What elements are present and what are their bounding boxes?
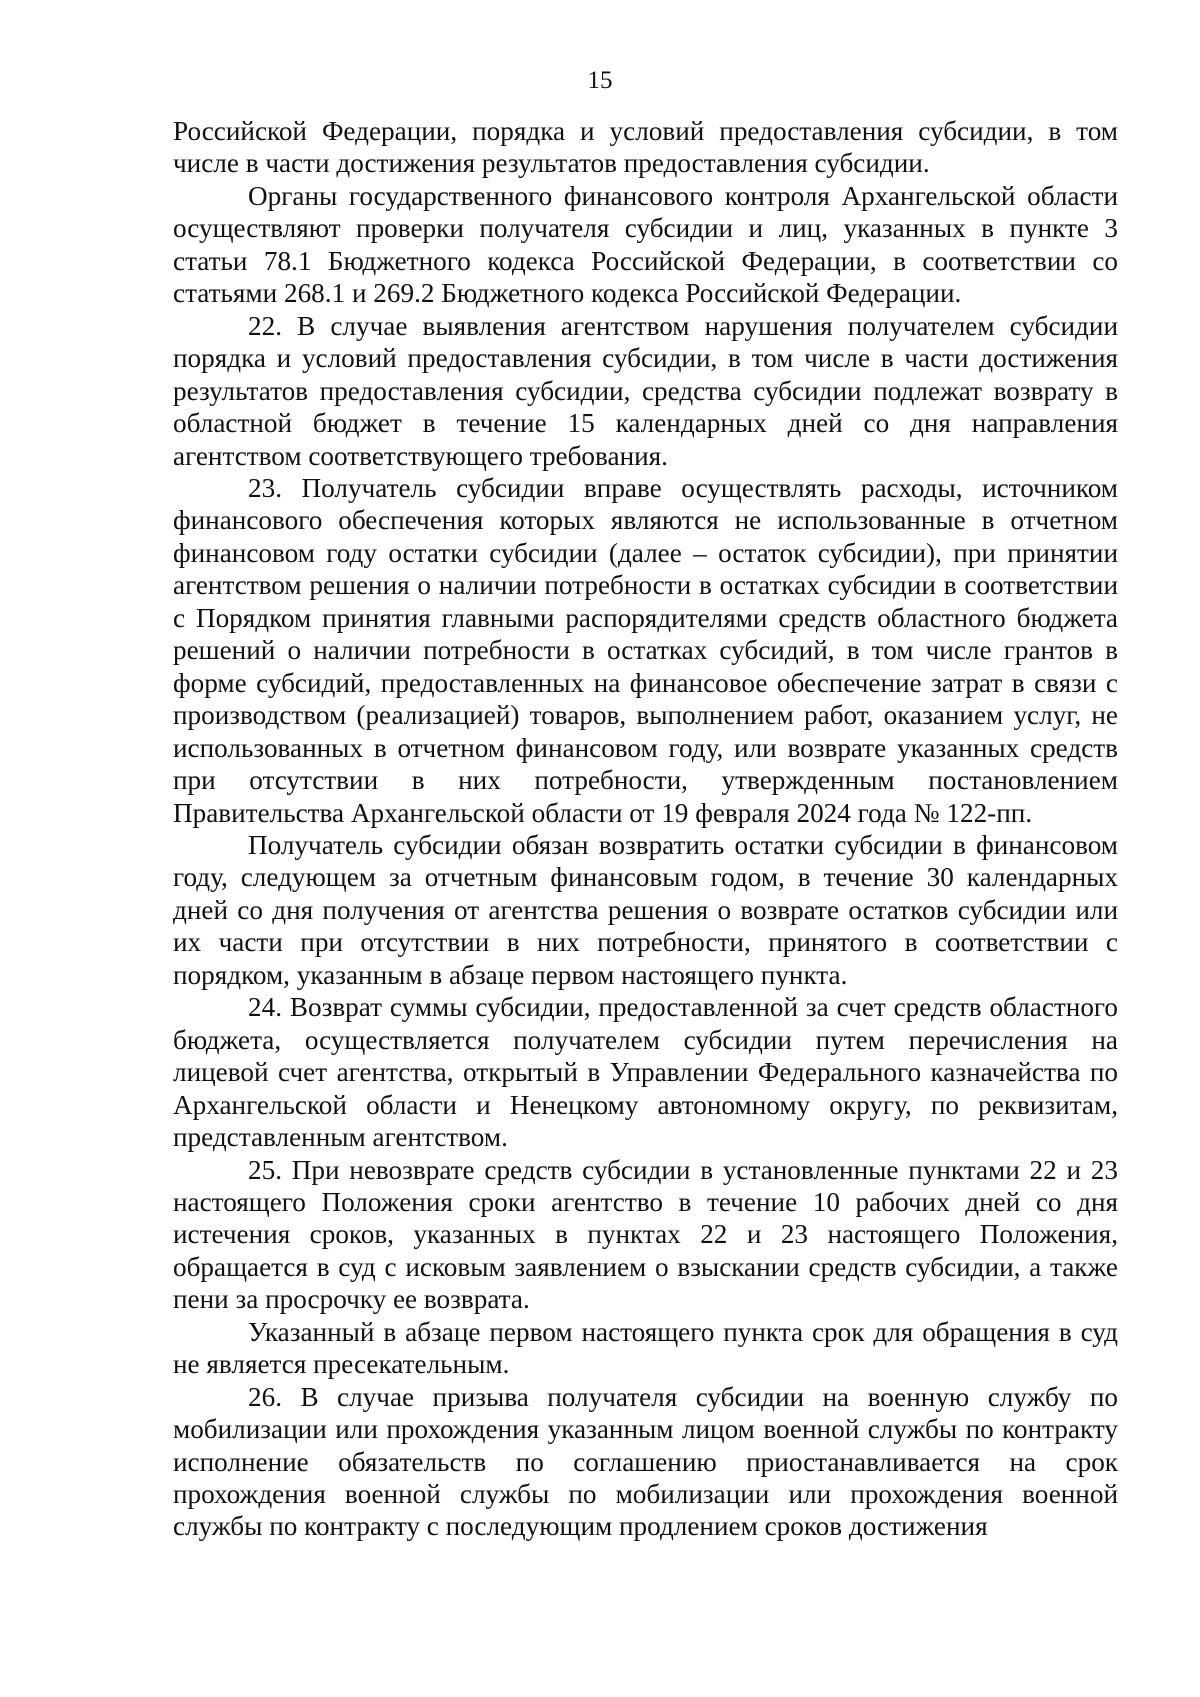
paragraph-continuation: Российской Федерации, порядка и условий предоставления субсидии, в том числе в части достижения результатов предоставления субсидии. <box>173 116 1118 179</box>
paragraph-clause-24: 24. Возврат суммы субсидии, предоставленной за счет средств областного бюджета, осуществляется получателем субсидии путем перечисления на лицевой счет агентства, открытый в Управлении Федерального казначейства по Архангельской области и Ненецкому автономному округу, по реквизитам, представленным агентством. <box>173 992 1118 1153</box>
paragraph-clause-25: 25. При невозврате средств субсидии в установленные пунктами 22 и 23 настоящего Положения сроки агентство в течение 10 рабочих дней со дня истечения сроков, указанных в пунктах 22 и 23 настоящего Положения, обращается в суд с исковым заявлением о взыскании средств субсидии, а также пени за просрочку ее возврата. <box>173 1154 1118 1315</box>
page-number: 15 <box>587 67 613 94</box>
paragraph-financial-control: Органы государственного финансового контроля Архангельской области осуществляют проверки получателя субсидии и лиц, указанных в пункте 3 статьи 78.1 Бюджетного кодекса Российской Федерации, в соответствии со статьями 268.1 и 269.2 Бюджетного кодекса Российской Федерации. <box>173 180 1118 309</box>
paragraph-clause-23: 23. Получатель субсидии вправе осуществлять расходы, источником финансового обеспечения которых являются не использованные в отчетном финансовом году остатки субсидии (далее – остаток субсидии), при принятии агентством решения о наличии потребности в остатках субсидии в соответствии с Порядком принятия главными распорядителями средств областного бюджета решений о наличии потребности в остатках субсидий, в том числе грантов в форме субсидий, предоставленных на финансовое обеспечение затрат в связи с производством (реализацией) товаров, выполнением работ, оказанием услуг, не использованных в отчетном финансовом году, или возврате указанных средств при отсутствии в них потребности, утвержденным постановлением Правительства Архангельской области от 19 февраля 2024 года № 122-пп. <box>173 472 1118 828</box>
document-body <box>173 115 1118 1543</box>
paragraph-clause-26: 26. В случае призыва получателя субсидии на военную службу по мобилизации или прохождения указанным лицом военной службы по контракту исполнение обязательств по соглашению приостанавливается на срок прохождения военной службы по мобилизации или прохождения военной службы по контракту с последующим продлением сроков достижения <box>173 1381 1118 1542</box>
paragraph-clause-22: 22. В случае выявления агентством нарушения получателем субсидии порядка и условий предоставления субсидии, в том числе в части достижения результатов предоставления субсидии, средства субсидии подлежат возврату в областной бюджет в течение 15 календарных дней со дня направления агентством соответствующего требования. <box>173 310 1118 471</box>
paragraph-clause-23-return: Получатель субсидии обязан возвратить остатки субсидии в финансовом году, следующем за отчетным финансовым годом, в течение 30 календарных дней со дня получения от агентства решения о возврате остатков субсидии или их части при отсутствии в них потребности, принятого в соответствии с порядком, указанным в абзаце первом настоящего пункта. <box>173 829 1118 990</box>
paragraph-clause-25-term: Указанный в абзаце первом настоящего пункта срок для обращения в суд не является пресекательным. <box>173 1316 1118 1380</box>
